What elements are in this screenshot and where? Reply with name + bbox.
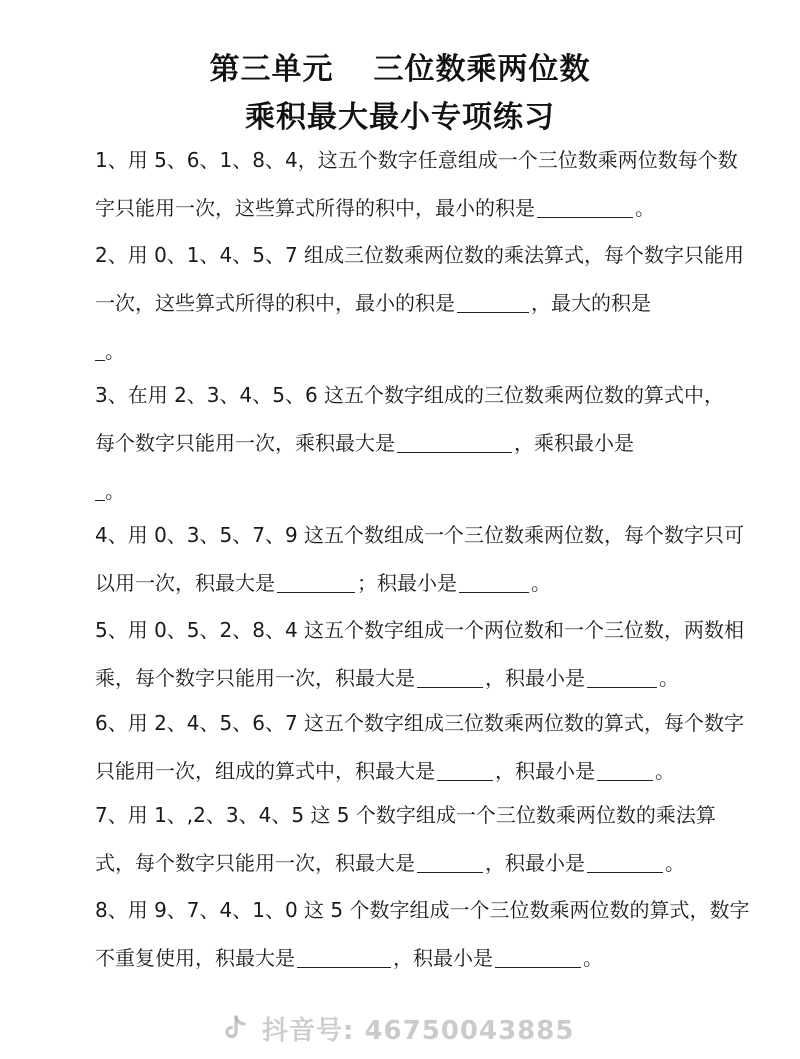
- answer-blank-min[interactable]: [95, 480, 105, 501]
- unit-title: [0, 44, 800, 88]
- problem-line: 式，每个数字只能用一次，积最大是 ，积最小是 。: [95, 851, 685, 875]
- problem-line: 1、用 5、6、1、8、4，这五个数字任意组成一个三位数乘两位数每个数: [95, 148, 738, 172]
- worksheet-subtitle: 乘积最大最小专项练习: [245, 100, 555, 135]
- answer-blank-max[interactable]: [277, 572, 355, 593]
- problem-line: 4、用 0、3、5、7、9 这五个数组成一个三位数乘两位数，每个数字只可: [95, 523, 745, 547]
- answer-blank-max[interactable]: [297, 947, 391, 968]
- answer-blank-min[interactable]: [587, 852, 663, 873]
- problem-line: 3、在用 2、3、4、5、6 这五个数字组成的三位数乘两位数的算式中，: [95, 383, 725, 407]
- answer-blank-max[interactable]: [397, 432, 512, 453]
- problem-line: 。: [95, 476, 125, 506]
- answer-blank-min[interactable]: [587, 667, 657, 688]
- douyin-watermark: [220, 1008, 600, 1048]
- answer-blank-max[interactable]: [417, 667, 483, 688]
- problem-line: 5、用 0、5、2、8、4 这五个数字组成一个两位数和一个三位数，两数相: [95, 618, 745, 642]
- problem-line: 乘，每个数字只能用一次，积最大是 ，积最小是 。: [95, 666, 679, 690]
- watermark-text: 抖音号: 46750043885: [262, 1015, 575, 1046]
- problem-line: 8、用 9、7、4、1、0 这 5 个数字组成一个三位数乘两位数的算式，数字: [95, 898, 750, 922]
- problem-line: 只能用一次，组成的算式中，积最大是 ，积最小是 。: [95, 759, 675, 783]
- problem-line: 每个数字只能用一次，乘积最大是 ，乘积最小是: [95, 431, 634, 455]
- unit-topic: 三位数乘两位数: [373, 52, 591, 87]
- problem-line: 字只能用一次，这些算式所得的积中，最小的积是 。: [95, 196, 655, 220]
- problem-line: 不重复使用，积最大是 ，积最小是 。: [95, 946, 603, 970]
- problem-line: 2、用 0、1、4、5、7 组成三位数乘两位数的乘法算式，每个数字只能用: [95, 243, 745, 267]
- answer-blank-max[interactable]: [437, 760, 493, 781]
- answer-blank-min[interactable]: [537, 197, 633, 218]
- answer-blank-max[interactable]: [417, 852, 483, 873]
- answer-blank-min[interactable]: [459, 572, 529, 593]
- problem-line: 以用一次，积最大是 ；积最小是 。: [95, 571, 551, 595]
- answer-blank-min[interactable]: [457, 292, 529, 313]
- problem-line: 7、用 1、,2、3、4、5 这 5 个数字组成一个三位数乘两位数的乘法算: [95, 803, 716, 827]
- answer-blank-min[interactable]: [495, 947, 581, 968]
- unit-label: 第三单元: [209, 52, 334, 87]
- problem-line: 一次，这些算式所得的积中，最小的积是 ，最大的积是: [95, 291, 651, 315]
- answer-blank-min[interactable]: [597, 760, 653, 781]
- douyin-logo-icon: [220, 1013, 250, 1043]
- answer-blank-max[interactable]: [95, 340, 105, 361]
- problem-line: 6、用 2、4、5、6、7 这五个数字组成三位数乘两位数的算式，每个数字: [95, 711, 745, 735]
- problem-line: 。: [95, 336, 125, 366]
